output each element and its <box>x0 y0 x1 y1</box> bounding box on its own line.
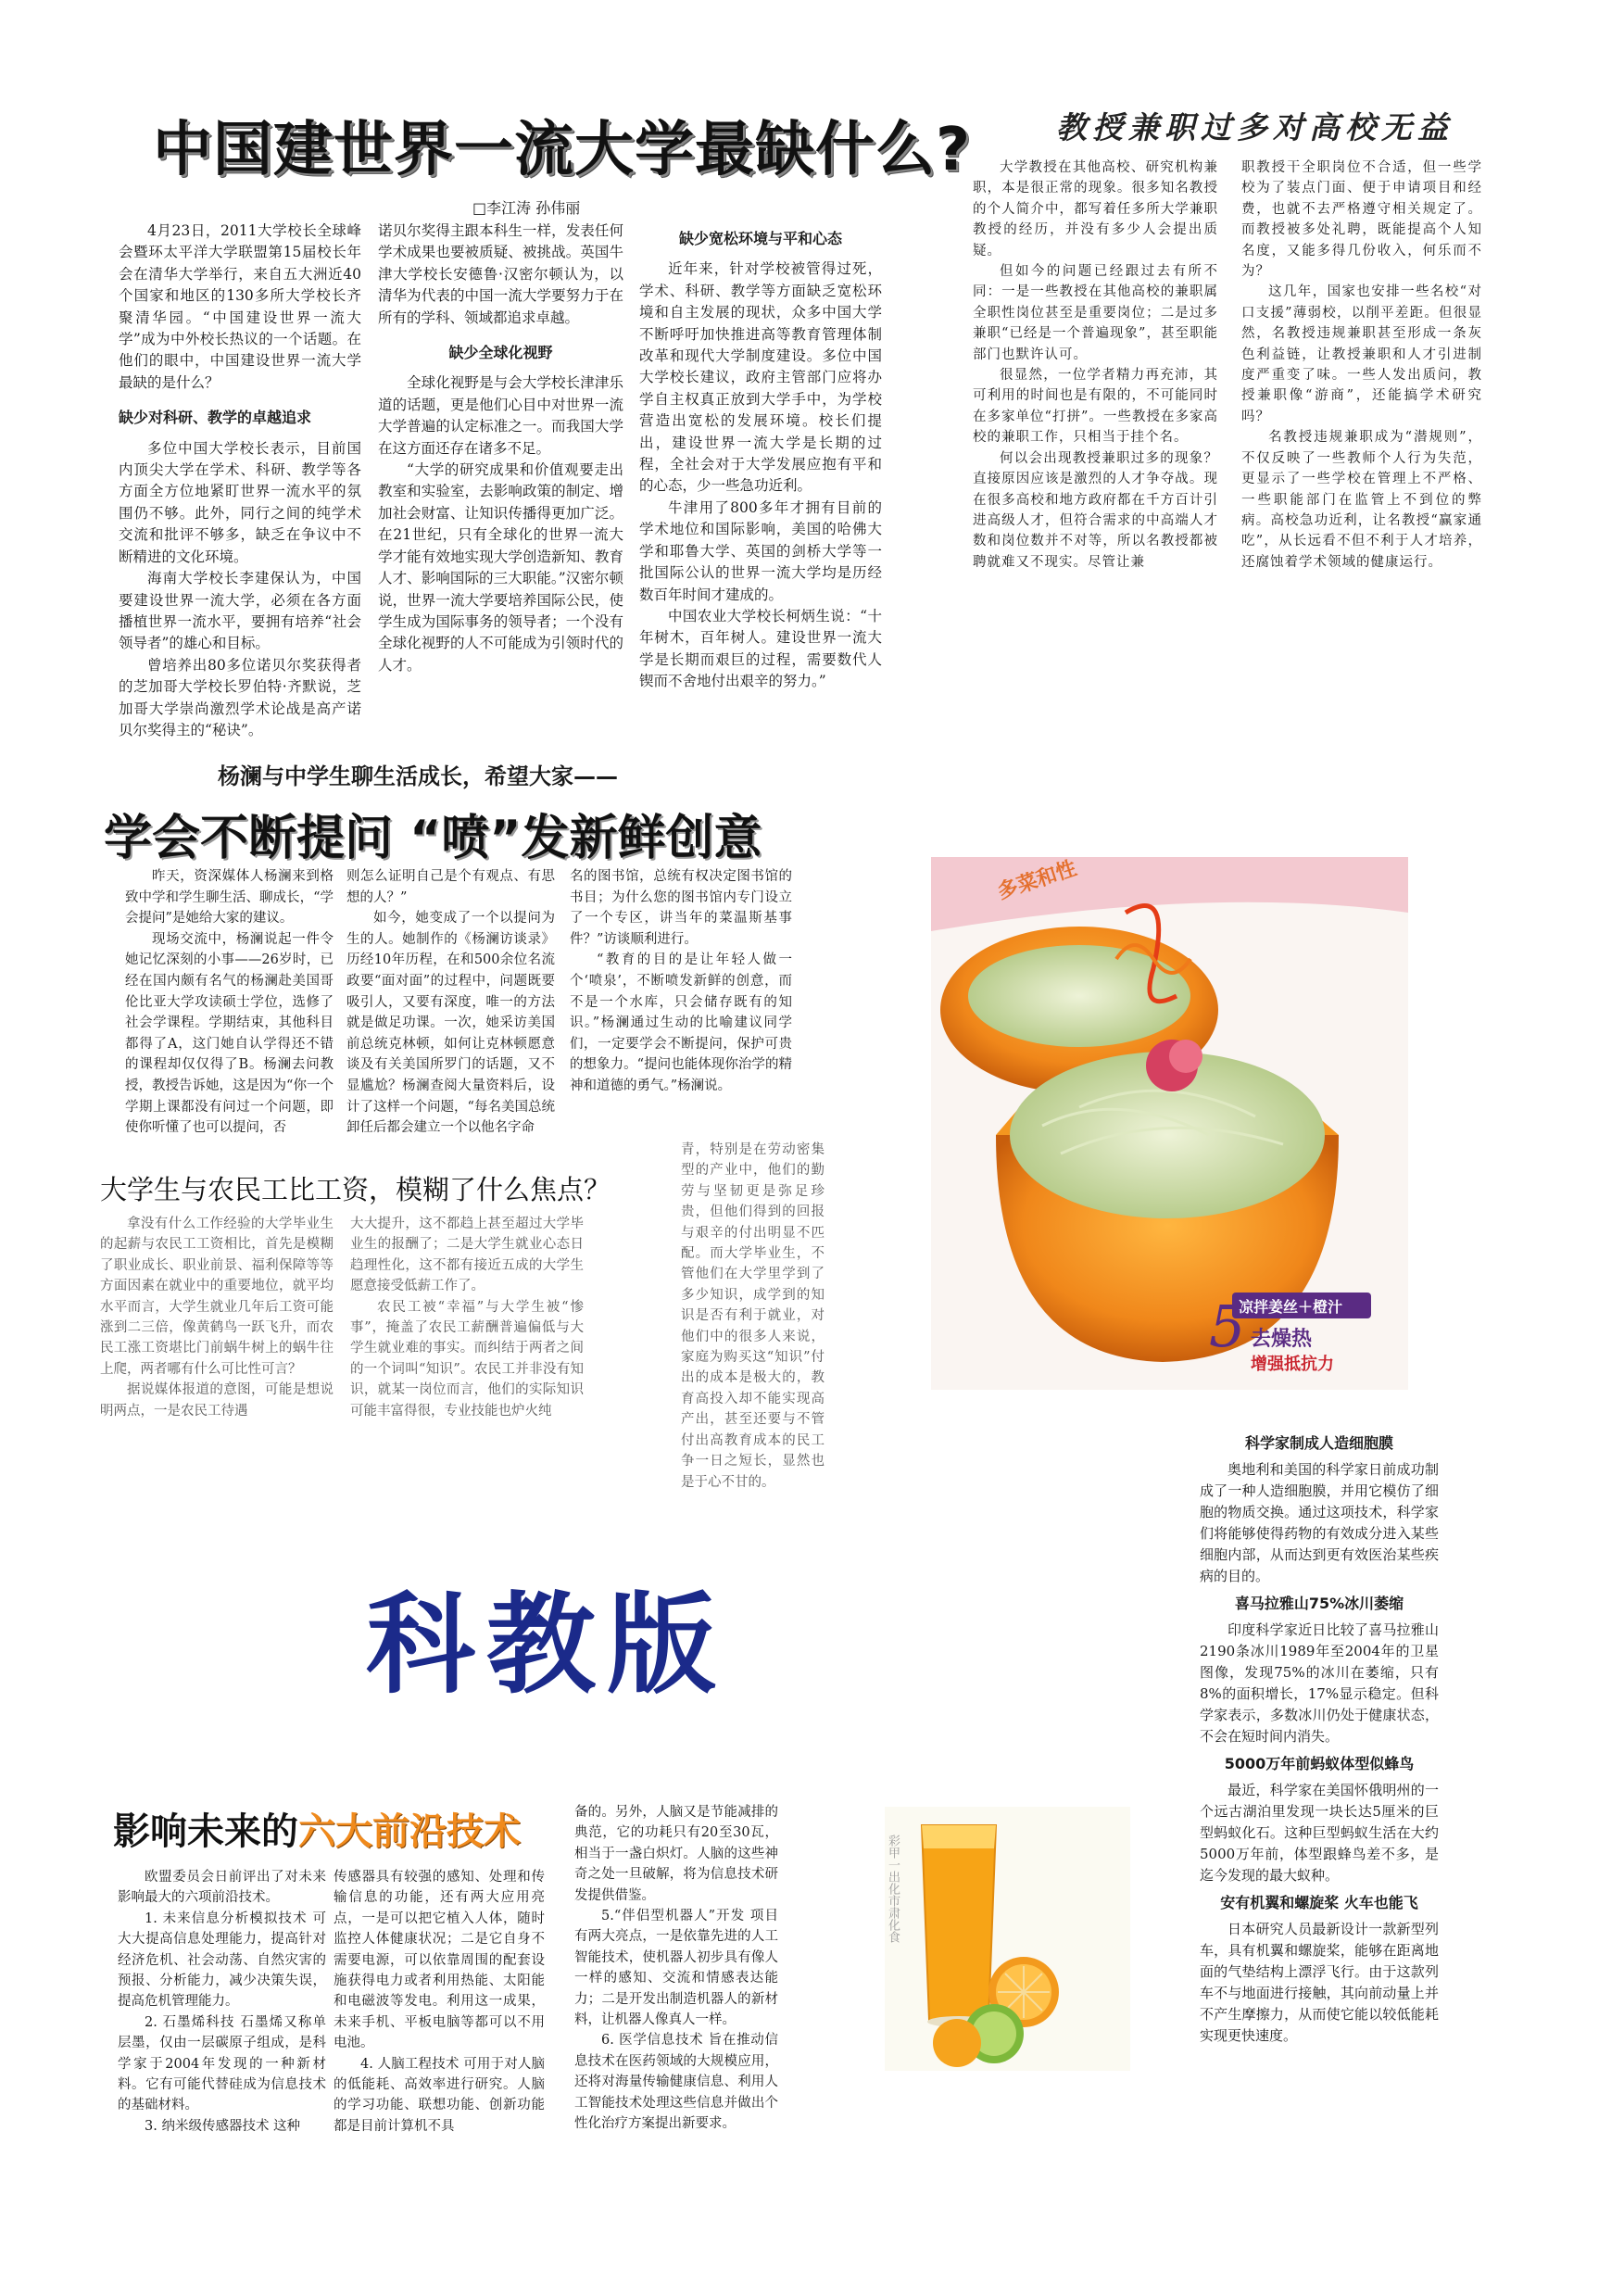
salad-corner-text: 多菜和性 <box>994 857 1080 904</box>
brief-body: 日本研究人员最新设计一款新型列车，具有机翼和螺旋桨，能够在距离地面的气垫结构上漂浮飞行。由于这款列车不与地面进行接触，其向前动量上并不产生摩擦力，从而使它能以较低能耗实现更快速度。 <box>1200 1921 1439 2044</box>
article3-col2: 则怎么证明自己是个有观点、有思想的人？” 如今，她变成了一个以提问为生的人。她制作的《杨澜访谈录》历经10年历程，在和500余位名流政要“面对面”的过程中，问题既要吸引人，又要有深度，唯一的方法就是做足功课。一次，她采访美国前总统克林顿，如何让克林顿愿意谈及有关美国所罗门的话题，又不显尴尬？杨澜查阅大量资料后，设计了这样一个问题，“每名美国总统卸任后都会建立一个以他名字命 <box>346 869 555 1136</box>
brief-title: 喜马拉雅山75%冰川萎缩 <box>1234 1595 1404 1612</box>
section-label: 科教版 <box>366 1581 728 1709</box>
brief-body: 奥地利和美国的科学家日前成功制成了一种人造细胞膜，并用它模仿了细胞的物质交换。通过这项技术，科学家们将能够使得药物的有效成分进入某些细胞内部，从而达到更有效医治某些疾病的目的。 <box>1200 1461 1439 1584</box>
article1-col1: 4月23日，2011大学校长全球峰会暨环太平洋大学联盟第15届校长年会在清华大学举行，来自五大洲近40个国家和地区的130多所大学校长齐聚清华园。“中国建设世界一流大学”成为中外校长热议的一个话题。在他们的眼中，中国建设世界一流大学最缺的是什么？ 缺少对科研、教学的卓越追求 多位中国大学校长表示，目前国内顶尖大学在学术、科研、教学等各方面全方位地紧盯世界一流水平的氛围仍不够。此外，同行之间的纯学术交流和批评不够多，缺乏在争议中不断精进的文化环境。 海南大学校长李建保认为，中国要建设世界一流大学，必须在各方面播植世界一流水平，要拥有培养“社会领导者”的雄心和目标。 曾培养出80多位诺贝尔奖获得者的芝加哥大学校长罗伯特·齐默说，芝加哥大学崇尚激烈学术论战是高产诺贝尔奖得主的“秘诀”。 <box>119 222 361 738</box>
article3-col3: 名的图书馆，总统有权决定图书馆的书目；为什么您的图书馆内专门设立了一个专区，讲当年的菜温斯基事件？”访谈顺利进行。 “教育的目的是让年轻人做一个‘喷泉’，不断喷发新鲜的创意，而不是一个水库，只会储存既有的知识。”杨澜通过生动的比喻建议同学们，一定要学会不断提问，保护可贵的想象力。“提问也能体现你治学的精神和道德的勇气。”杨澜说。 <box>570 869 792 1093</box>
article2-col2: 职教授干全职岗位不合适，但一些学校为了装点门面、便于申请项目和经费，也就不去严格遵守相关规定了。而教授被多处礼聘，既能提高个人知名度，又能多得几份收入，何乐而不为？ 这几年，国家也安排一些名校“对口支援”薄弱校，以削平差距。但很显然，名教授违规兼职甚至形成一条灰色利益链，让教授兼职和人才引进制度严重变了味。一些人发出质问，教授兼职像“游商”，还能搞学术研究吗？ 名教授违规兼职成为“潜规则”，不仅反映了一些教师个人行为失范，更显示了一些学校在管理上不严格、一些职能部门在监管上不到位的弊病。高校急功近利，让名教授“赢家通吃”，从长远看不但不利于人才培养，还腐蚀着学术领域的健康运行。 <box>1241 160 1482 570</box>
article5-title-prefix: 影响未来的 <box>113 1810 298 1853</box>
article3-col1: 昨天，资深媒体人杨澜来到格致中学和学生聊生活、聊成长，“学会提问”是她给大家的建议。 现场交流中，杨澜说起一件令她记忆深刻的小事——26岁时，已经在国内颇有名气的杨澜赴美国哥伦比亚大学攻读硕士学位，选修了社会学课程。学期结束，其他科目都得了A，这门她自认学得还不错的课程却仅仅得了B。杨澜去问教授，教授告诉她，这是因为“你一个学期上课都没有问过一个问题，即使你听懂了也可以提问，否 <box>125 869 334 1136</box>
brief-title: 安有机翼和螺旋桨 火车也能飞 <box>1220 1894 1418 1911</box>
article4-col1: 拿没有什么工作经验的大学毕业生的起薪与农民工工资相比，首先是模糊了职业成长、职业前景、福利保障等等方面因素在就业中的重要地位，就平均水平而言，大学生就业几年后工资可能涨到二三倍，像黄鹤鸟一跃飞升，而农民工涨工资堪比门前蜗牛树上的蜗牛往上爬，两者哪有什么可比性可言？ 据说媒体报道的意图，可能是想说明两点，一是农民工待遇 <box>100 1217 334 1419</box>
article4-col2: 大大提升，这不都趋上甚至超过大学毕业生的报酬了；二是大学生就业心态日趋理性化，这不都有接近五成的大学生愿意接受低薪工作了。 农民工被“幸福”与大学生被“惨事”，掩盖了农民工薪酬普遍偏低与大学生就业难的事实。而纠结于两者之间的一个词叫“知识”。农民工并非没有知识，就某一岗位而言，他们的实际知识可能丰富得很，专业技能也炉火纯 <box>350 1217 584 1419</box>
article5-col1: 欧盟委员会日前评出了对未来影响最大的六项前沿技术。 1. 未来信息分析模拟技术 可大大提高信息处理能力，提高针对经济危机、社会动荡、自然灾害的预报、分析能力，减少决策失误，提高危机管理能力。 2. 石墨烯科技 石墨烯又称单层墨，仅由一层碳原子组成，是科学家于2004年发现的一种新材料。它有可能代替硅成为信息技术的基础材料。 3. 纳米级传感器技术 这种 <box>118 1870 326 2134</box>
article1-byline: □李江涛 孙伟丽 <box>472 199 581 217</box>
juice-vertical-text: 彩甲一出化市肃化食 <box>886 1835 900 1943</box>
brief-title: 科学家制成人造细胞膜 <box>1244 1434 1393 1452</box>
salad-caption-main: 凉拌姜丝＋橙汁 <box>1239 1298 1343 1316</box>
article1-col2: 诺贝尔奖得主跟本科生一样，发表任何学术成果也要被质疑、被挑战。英国牛津大学校长安德鲁·汉密尔顿认为，以清华为代表的中国一流大学要努力于在所有的学科、领域都追求卓越。 缺少全球化视野 全球化视野是与会大学校长津津乐道的话题，更是他们心目中对世界一流大学普遍的认定标准之一。而我国大学在这方面还存在诸多不足。 “大学的研究成果和价值观要走出教室和实验室，去影响政策的制定、增加社会财富、让知识传播得更加广泛。在21世纪，只有全球化的世界一流大学才能有效地实现大学创造新知、教育人才、影响国际的三大职能。”汉密尔顿说，世界一流大学要培养国际公民，使学生成为国际事务的领导者；一个没有全球化视野的人不可能成为引领时代的人才。 <box>378 222 623 674</box>
salad-caption-line2: 增强抵抗力 <box>1251 1355 1334 1374</box>
brief-title: 5000万年前蚂蚁体型似蜂鸟 <box>1224 1755 1415 1772</box>
article5-title-highlight: 六大前沿技术 <box>298 1810 521 1853</box>
article4-col3: 青，特别是在劳动密集型的产业中，他们的勤劳与坚韧更是弥足珍贵，但他们得到的回报与艰辛的付出明显不匹配。而大学毕业生，不管他们在大学里学到了多少知识，成学到的知识是否有利于就业，对他们中的很多人来说，家庭为购买这“知识”付出的成本是极大的，教育高投入却不能实现高产出，甚至还要与不管付出高教育成本的民工争一日之短长，显然也是于心不甘的。 <box>681 1142 825 1490</box>
article3-kicker: 杨澜与中学生聊生活成长，希望大家—— <box>218 763 618 789</box>
article5-col3: 备的。另外，人脑又是节能减排的典范，它的功耗只有20至30瓦，相当于一盏白炽灯。人脑的这些神奇之处一旦破解，将为信息技术研发提供借鉴。 5.“伴侣型机器人”开发 项目有两大亮点，一是依靠先进的人工智能技术，使机器人初步具有像人一样的感知、交流和情感表达能力；二是开发出制造机器人的新材料，让机器人像真人一样。 6. 医学信息技术 旨在推动信息技术在医药领域的大规模应用，还将对海量传输健康信息、利用人工智能技术处理这些信息并做出个性化治疗方案提出新要求。 <box>574 1805 778 2132</box>
brief-body: 印度科学家近日比较了喜马拉雅山2190条冰川1989年至2004年的卫星图像，发现75%的冰川在萎缩，只有8%的面积增长，17%显示稳定。但科学家表示，多数冰川仍处于健康状态，不会在短时间内消失。 <box>1200 1621 1439 1745</box>
article1-title: 中国建世界一流大学最缺什么? <box>153 116 972 184</box>
brief-body: 最近，科学家在美国怀俄明州的一个远古湖泊里发现一块长达5厘米的巨型蚂蚁化石。这种巨型蚂蚁生活在大约5000万年前，体型跟蜂鸟差不多，是迄今发现的最大蚁种。 <box>1200 1782 1439 1884</box>
salad-caption-number: 5 <box>1209 1293 1246 1360</box>
article1-subhead: 缺少对科研、教学的卓越追求 <box>119 409 312 427</box>
article1-subhead: 缺少宽松环境与平和心态 <box>678 230 842 247</box>
article5-title <box>113 1802 521 1855</box>
article5-col2: 传感器具有较强的感知、处理和传输信息的功能，还有两大应用亮点，一是可以把它植入人体，随时监控人体健康状况；二是它自身不需要电源，可以依靠周围的配套设施获得电力或者利用热能、太阳能和电磁波等发电。利用这一成果，未来手机、平板电脑等都可以不用电池。 4. 人脑工程技术 可用于对人脑的低能耗、高效率进行研究。人脑的学习功能、联想功能、创新功能都是目前计算机不具 <box>334 1870 545 2134</box>
article3-title: 学会不断提问 “喷”发新鲜创意 <box>104 811 762 866</box>
article4-title: 大学生与农民工比工资，模糊了什么焦点？ <box>100 1174 611 1205</box>
juice-photo <box>885 1807 1130 2071</box>
article2-col1: 大学教授在其他高校、研究机构兼职，本是很正常的现象。很多知名教授的个人简介中，都写着任多所大学兼职教授的经历，并没有多少人会提出质疑。 但如今的问题已经跟过去有所不同：一是一些教授在其他高校的兼职属全职性岗位甚至是重要岗位；二是过多兼职“已经是一个普遍现象”，甚至职能部门也默许认可。 很显然，一位学者精力再充沛，其可利用的时间也是有限的，不可能同时在多家单位“打拼”。一些教授在多家高校的兼职工作，只相当于挂个名。 何以会出现教授兼职过多的现象？直接原因应该是激烈的人才争夺战。现在很多高校和地方政府都在千方百计引进高级人才，但符合需求的中高端人才数和岗位数并不对等，所以名教授都被聘就难又不现实。尽管让兼 <box>973 160 1218 570</box>
article1-col3: 缺少宽松环境与平和心态 近年来，针对学校被管得过死，学术、科研、教学等方面缺乏宽松环境和自主发展的现状，众多中国大学不断呼吁加快推进高等教育管理体制改革和现代大学制度建设。多位中国大学校长建议，政府主管部门应将办学自主权真正放到大学手中，为学校营造出宽松的发展环境。校长们提出，建设世界一流大学是长期的过程，全社会对于大学发展应抱有平和的心态，少一些急功近利。 牛津用了800多年才拥有目前的学术地位和国际影响，美国的哈佛大学和耶鲁大学、英国的剑桥大学等一批国际公认的世界一流大学均是历经数百年时间才建成的。 中国农业大学校长柯炳生说：“十年树木，百年树人。建设世界一流大学是长期而艰巨的过程，需要数代人锲而不舍地付出艰辛的努力。” <box>639 230 882 690</box>
salad-caption-line1: 去燥热 <box>1251 1328 1313 1351</box>
news-briefs <box>1200 1427 1439 2047</box>
article2-title: 教授兼职过多对高校无益 <box>1056 109 1454 145</box>
salad-photo <box>931 857 1408 1390</box>
article1-subhead: 缺少全球化视野 <box>448 344 553 362</box>
